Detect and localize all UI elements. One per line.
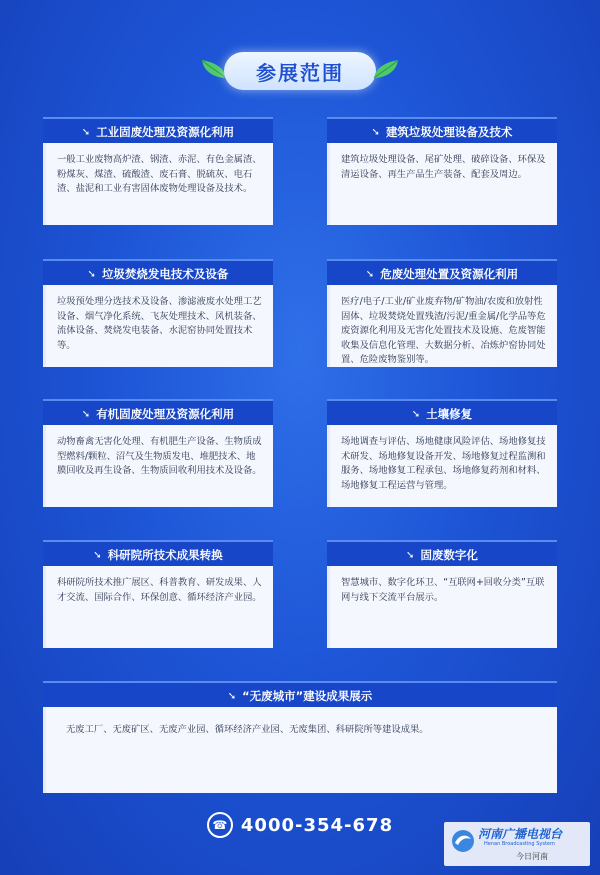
program-name: 今日河南 [516, 852, 548, 861]
card-description: 场地调查与评估、场地健康风险评估、场地修复技术研发、场地修复设备开发、场地修复过程监测和服务、场地修复工程承包、场地修复药剂和材料、场地修复工程运营与管理。 [327, 425, 557, 507]
card-description: 垃圾预处理分选技术及设备、渗滤液废水处理工艺设备、烟气净化系统、飞灰处理技术、风机装备、流体设备、焚烧发电装备、水泥窑协同处置技术等。 [43, 285, 273, 367]
card-description: 科研院所技术推广展区、科普教育、研发成果、人才交流、国际合作、环保创意、循环经济产业园。 [43, 566, 273, 648]
category-card-hazardous-waste [327, 259, 557, 367]
broadcaster-watermark [444, 822, 590, 866]
category-card-industrial-waste [43, 117, 273, 225]
category-card-research-transfer [43, 540, 273, 648]
card-title: 建筑垃圾处理设备及技术 [385, 125, 513, 139]
section-title-banner [0, 46, 600, 96]
arrow-icon: ➘ [81, 126, 91, 138]
right-leaf-icon [372, 56, 402, 82]
category-card-construction-waste [327, 117, 557, 225]
card-description: 智慧城市、数字化环卫、“互联网+回收分类”互联网与线下交流平台展示。 [327, 566, 557, 648]
arrow-icon: ➘ [371, 126, 380, 138]
arrow-icon: ➘ [365, 268, 375, 280]
card-description: 医疗/电子/工业/矿业废弃物/矿物油/农废和放射性固体、垃圾焚烧处置残渣/污泥/重金属/化学品等危废资源化利用及无害化处置技术及设施、危废智能收集及信息化管理、大数据分析、冶炼炉窑协同处置、危险废物鉴别等。 [327, 285, 557, 367]
card-title: “无废城市”建设成果展示 [242, 689, 373, 703]
card-description: 无废工厂、无废矿区、无废产业园、循环经济产业园、无废集团、科研院所等建设成果。 [43, 707, 557, 793]
arrow-icon: ➘ [227, 690, 237, 702]
arrow-icon: ➘ [93, 549, 102, 561]
card-title: 固废数字化 [420, 548, 478, 562]
card-description: 建筑垃圾处理设备、尾矿处理、破碎设备、环保及清运设备、再生产品生产装备、配套及周边。 [327, 143, 557, 225]
card-description: 一般工业废物高炉渣、钢渣、赤泥、有色金属渣、粉煤灰、煤渣、硫酸渣、废石膏、脱硫灰、电石渣、盐泥和工业有害固体废物处理设备及技术。 [43, 143, 273, 225]
category-card-digitalization [327, 540, 557, 648]
arrow-icon: ➘ [411, 408, 421, 420]
card-title: 危废处理处置及资源化利用 [380, 267, 519, 281]
arrow-icon: ➘ [81, 408, 91, 420]
arrow-icon: ➘ [406, 549, 415, 561]
category-card-soil-remediation [327, 399, 557, 507]
page-title: 参展范围 [224, 52, 376, 90]
phone-number[interactable]: 4000-354-678 [240, 814, 394, 836]
category-card-zero-waste-city [43, 681, 557, 793]
phone-icon: ☎ [207, 812, 233, 838]
card-title: 工业固废处理及资源化利用 [96, 125, 235, 139]
broadcaster-logo-icon [450, 828, 476, 854]
card-title: 有机固废处理及资源化利用 [96, 407, 235, 421]
card-title: 科研院所技术成果转换 [107, 548, 223, 562]
broadcaster-name: 河南广播电视台 [478, 827, 563, 841]
card-title: 土壤修复 [426, 407, 473, 421]
category-card-incineration [43, 259, 273, 367]
broadcaster-english: Henan Broadcasting System [484, 841, 555, 847]
card-description: 动物畜禽无害化处理、有机肥生产设备、生物质成型燃料/颗粒、沼气及生物质发电、堆肥技术、地膜回收及再生设备、生物质回收利用技术及设备。 [43, 425, 273, 507]
card-title: 垃圾焚烧发电技术及设备 [101, 267, 229, 281]
category-card-organic-waste [43, 399, 273, 507]
arrow-icon: ➘ [87, 268, 96, 280]
